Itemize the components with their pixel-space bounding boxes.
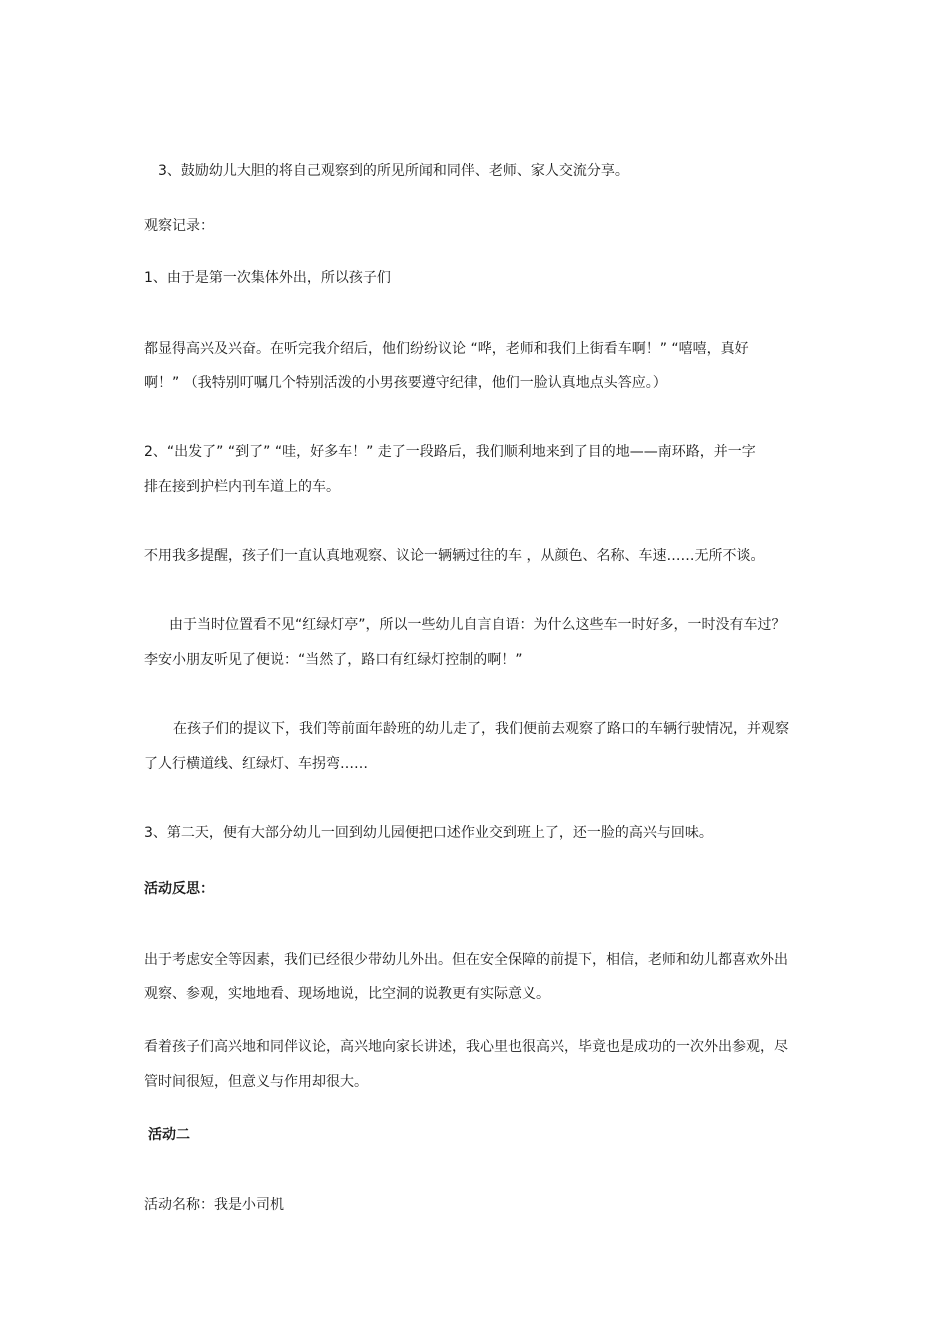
record-3-line: 3、第二天，便有大部分幼儿一回到幼儿园便把口述作业交到班上了，还一脸的高兴与回味。: [144, 825, 713, 841]
record-2-line-2: 排在接到护栏内刊车道上的车。: [144, 479, 340, 495]
suggestion-line-2: 了人行横道线、红绿灯、车拐弯……: [144, 756, 368, 772]
reflection-line-3: 看着孩子们高兴地和同伴议论，高兴地向家长讲述，我心里也很高兴，毕竟也是成功的一次外出参观，尽: [144, 1039, 788, 1055]
reflection-line-2: 观察、参观，实地地看、现场地说，比空洞的说教更有实际意义。: [144, 986, 550, 1002]
activity-two-heading: 活动二: [148, 1127, 190, 1143]
traffic-light-line-1: 由于当时位置看不见“红绿灯亭”，所以一些幼儿自言自语：为什么这些车一时好多，一时没有车过？: [169, 617, 786, 633]
traffic-light-line-2: 李安小朋友听见了便说：“当然了，路口有红绿灯控制的啊！”: [144, 652, 523, 668]
record-1-line-1: 1、由于是第一次集体外出，所以孩子们: [144, 270, 391, 286]
suggestion-line-1: 在孩子们的提议下，我们等前面年龄班的幼儿走了，我们便前去观察了路口的车辆行驶情况，并观察: [173, 721, 789, 737]
reflection-heading: 活动反思：: [144, 881, 214, 897]
record-1-line-2: 都显得高兴及兴奋。在听完我介绍后，他们纷纷议论 “哗，老师和我们上街看车啊！” “嘻嘻，真好: [144, 341, 749, 357]
record-2-line-1: 2、“出发了” “到了” “哇，好多车！” 走了一段路后，我们顺利地来到了目的地——南环路，并一字: [144, 444, 756, 460]
reflection-line-1: 出于考虑安全等因素，我们已经很少带幼儿外出。但在安全保障的前提下，相信，老师和幼儿都喜欢外出: [144, 952, 788, 968]
observation-record-heading: 观察记录：: [144, 218, 214, 234]
record-1-line-3: 啊！” （我特别叮嘱几个特别活泼的小男孩要遵守纪律，他们一脸认真地点头答应。）: [144, 375, 667, 391]
reflection-line-4: 管时间很短，但意义与作用却很大。: [144, 1074, 368, 1090]
goal-3-line: 3、鼓励幼儿大胆的将自己观察到的所见所闻和同伴、老师、家人交流分享。: [158, 163, 629, 179]
record-observe-paragraph: 不用我多提醒，孩子们一直认真地观察、议论一辆辆过往的车 ，从颜色、名称、车速……无所不谈。: [144, 548, 765, 564]
activity-name-line: 活动名称：我是小司机: [144, 1197, 284, 1213]
